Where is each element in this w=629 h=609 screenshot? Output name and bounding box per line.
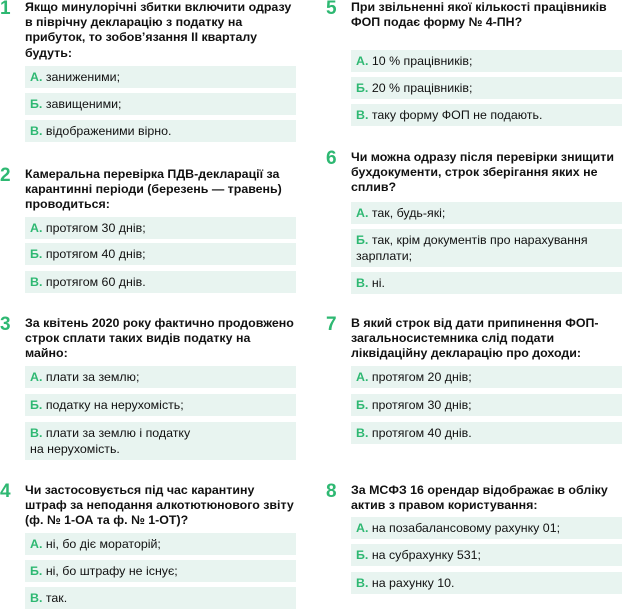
option-c[interactable] [25, 120, 296, 142]
question-text: Чи можна одразу після перевірки знищити бухдокументи, строк зберігання яких не сплив? [351, 150, 614, 195]
option-text: 10 % працівників; [371, 54, 473, 68]
option-text: так. [45, 591, 68, 605]
option-a[interactable] [351, 202, 622, 224]
option-text: ні, бо діє мораторій; [45, 537, 161, 551]
option-text: заниженими; [45, 70, 121, 84]
option-letter: А. [356, 521, 369, 535]
option-b[interactable] [351, 77, 622, 99]
option-letter: Б. [356, 233, 369, 247]
option-letter: А. [30, 70, 43, 84]
question-number: 4 [0, 481, 11, 502]
option-letter: В. [356, 426, 369, 440]
option-letter: В. [356, 576, 369, 590]
option-text: ні, бо штрафу не існує; [45, 564, 178, 578]
option-b[interactable] [25, 93, 296, 115]
option-a[interactable] [25, 366, 296, 388]
option-text: на рахунку 10. [371, 576, 455, 590]
option-text: ні. [371, 276, 385, 290]
option-letter: Б. [30, 564, 43, 578]
option-a[interactable] [351, 517, 622, 539]
option-text: плати за землю і податку на нерухомість. [30, 426, 191, 456]
question-number: 6 [326, 148, 337, 169]
option-text: завищеними; [45, 97, 122, 111]
option-letter: Б. [356, 81, 369, 95]
option-c[interactable] [351, 572, 622, 594]
option-text: відображеними вірно. [45, 124, 172, 138]
option-letter: В. [30, 426, 43, 440]
option-text: так, крім документів про нарахування зарплати; [356, 233, 588, 263]
option-text: на позабалансовому рахунку 01; [371, 521, 561, 535]
option-c[interactable] [351, 272, 622, 294]
option-text: на субрахунку 531; [371, 548, 481, 562]
option-text: протягом 60 днів. [45, 275, 146, 289]
option-letter: Б. [30, 398, 43, 412]
option-text: податку на нерухомість; [45, 398, 184, 412]
option-letter: Б. [30, 247, 43, 261]
question-number: 3 [0, 314, 11, 335]
question-number: 2 [0, 165, 11, 186]
option-c[interactable] [25, 422, 296, 460]
option-letter: А. [356, 370, 369, 384]
question-text: В який строк від дати припинення ФОП-загальносистемника слід подати ліквідаційну декларацію про доходи: [351, 316, 599, 361]
option-letter: Б. [356, 548, 369, 562]
option-letter: А. [356, 206, 369, 220]
option-text: таку форму ФОП не подають. [371, 108, 543, 122]
question-text: При звільненні якої кількості працівників ФОП подає форму № 4-ПН? [351, 0, 607, 30]
option-text: 20 % працівників; [371, 81, 473, 95]
question-number: 5 [326, 0, 337, 19]
option-b[interactable] [25, 560, 296, 582]
option-letter: А. [356, 54, 369, 68]
option-letter: Б. [30, 97, 43, 111]
option-letter: А. [30, 370, 43, 384]
option-a[interactable] [351, 366, 622, 388]
option-a[interactable] [25, 217, 296, 239]
option-letter: В. [30, 591, 43, 605]
option-b[interactable] [351, 394, 622, 416]
option-letter: А. [30, 537, 43, 551]
option-text: протягом 30 днів; [45, 221, 146, 235]
option-a[interactable] [351, 50, 622, 72]
option-text: протягом 40 днів; [45, 247, 146, 261]
question-text: За квітень 2020 року фактично продовжено строк сплати таких видів податку на майно: [25, 316, 294, 361]
option-letter: В. [30, 275, 43, 289]
option-b[interactable] [25, 243, 296, 265]
option-letter: В. [30, 124, 43, 138]
question-text: Якщо минулорічні збитки включити одразу в піврічну декларацію з податку на прибуток, то зобов’язання II кварталу будуть: [25, 0, 292, 60]
option-c[interactable] [25, 587, 296, 609]
question-number: 8 [326, 481, 337, 502]
option-c[interactable] [25, 271, 296, 293]
option-text: протягом 40 днів. [371, 426, 472, 440]
question-text: Камеральна перевірка ПДВ-декларації за карантинні періоди (березень — травень) проводиться: [25, 167, 282, 212]
option-c[interactable] [351, 104, 622, 126]
question-number: 7 [326, 314, 337, 335]
option-letter: В. [356, 108, 369, 122]
question-text: За МСФЗ 16 орендар відображає в обліку актив з правом користування: [351, 483, 608, 513]
option-b[interactable] [25, 394, 296, 416]
option-c[interactable] [351, 422, 622, 444]
option-letter: В. [356, 276, 369, 290]
option-text: плати за землю; [45, 370, 140, 384]
question-text: Чи застосовується під час карантину штраф за неподання алкотютюнового звіту (ф. № 1-ОА та ф. № 1-ОТ)? [25, 483, 294, 528]
option-text: протягом 30 днів; [371, 398, 472, 412]
question-number: 1 [0, 0, 11, 19]
option-letter: Б. [356, 398, 369, 412]
option-letter: А. [30, 221, 43, 235]
option-a[interactable] [25, 66, 296, 88]
option-text: протягом 20 днів; [371, 370, 472, 384]
option-text: так, будь-які; [371, 206, 446, 220]
option-b[interactable] [351, 544, 622, 566]
option-a[interactable] [25, 533, 296, 555]
option-b[interactable] [351, 229, 622, 267]
